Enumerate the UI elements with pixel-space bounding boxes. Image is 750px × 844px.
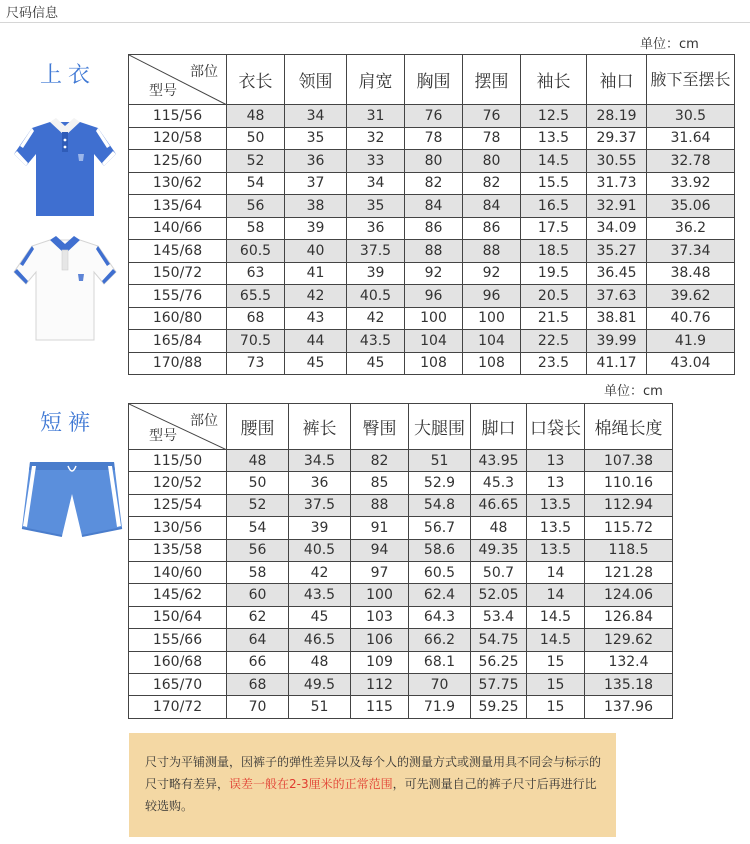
shirt-value-cell: 82 bbox=[463, 172, 521, 195]
shirt-value-cell: 35.06 bbox=[647, 195, 735, 218]
shorts-value-cell: 45 bbox=[289, 606, 351, 628]
shorts-value-cell: 70 bbox=[409, 673, 471, 695]
shirt-value-cell: 20.5 bbox=[521, 285, 587, 308]
shirt-model-cell: 165/84 bbox=[129, 330, 227, 353]
shirt-value-cell: 35.27 bbox=[587, 240, 647, 263]
shorts-table-corner-header bbox=[129, 404, 227, 450]
shorts-value-cell: 14.5 bbox=[527, 629, 585, 651]
shorts-value-cell: 45.3 bbox=[471, 472, 527, 494]
shirt-value-cell: 34 bbox=[285, 105, 347, 128]
shorts-value-cell: 13.5 bbox=[527, 539, 585, 561]
shirt-model-cell: 170/88 bbox=[129, 352, 227, 375]
shorts-value-cell: 97 bbox=[351, 561, 409, 583]
shorts-value-cell: 137.96 bbox=[585, 696, 673, 718]
shirt-value-cell: 31.73 bbox=[587, 172, 647, 195]
shorts-value-cell: 34.5 bbox=[289, 450, 351, 472]
shirt-value-cell: 45 bbox=[347, 352, 405, 375]
shirt-value-cell: 96 bbox=[405, 285, 463, 308]
shirt-value-cell: 37.34 bbox=[647, 240, 735, 263]
shirt-value-cell: 78 bbox=[405, 127, 463, 150]
shorts-value-cell: 109 bbox=[351, 651, 409, 673]
shirt-col-header: 摆围 bbox=[463, 55, 521, 105]
shorts-value-cell: 50.7 bbox=[471, 561, 527, 583]
shirt-value-cell: 80 bbox=[463, 150, 521, 173]
shirt-value-cell: 33 bbox=[347, 150, 405, 173]
shirt-value-cell: 32 bbox=[347, 127, 405, 150]
shirt-value-cell: 21.5 bbox=[521, 307, 587, 330]
shorts-value-cell: 48 bbox=[471, 517, 527, 539]
shirt-size-table bbox=[128, 54, 735, 375]
shorts-value-cell: 39 bbox=[289, 517, 351, 539]
shirt-value-cell: 82 bbox=[405, 172, 463, 195]
shirt-value-cell: 38.48 bbox=[647, 262, 735, 285]
shorts-model-cell: 135/58 bbox=[129, 539, 227, 561]
shorts-value-cell: 68 bbox=[227, 673, 289, 695]
shorts-value-cell: 43.5 bbox=[289, 584, 351, 606]
blue-shorts-image bbox=[20, 458, 124, 542]
shirt-value-cell: 36 bbox=[347, 217, 405, 240]
shorts-value-cell: 121.28 bbox=[585, 561, 673, 583]
shorts-model-cell: 150/64 bbox=[129, 606, 227, 628]
shirt-value-cell: 42 bbox=[285, 285, 347, 308]
shirt-value-cell: 12.5 bbox=[521, 105, 587, 128]
shorts-value-cell: 129.62 bbox=[585, 629, 673, 651]
shorts-value-cell: 91 bbox=[351, 517, 409, 539]
shirt-value-cell: 76 bbox=[463, 105, 521, 128]
shorts-value-cell: 54.8 bbox=[409, 494, 471, 516]
shorts-value-cell: 53.4 bbox=[471, 606, 527, 628]
shirt-value-cell: 54 bbox=[227, 172, 285, 195]
shirt-section-title: 上衣 bbox=[40, 63, 97, 88]
shirt-value-cell: 43 bbox=[285, 307, 347, 330]
shirt-value-cell: 108 bbox=[405, 352, 463, 375]
shirt-value-cell: 15.5 bbox=[521, 172, 587, 195]
shorts-size-table bbox=[128, 403, 673, 719]
shorts-value-cell: 14 bbox=[527, 561, 585, 583]
shorts-value-cell: 71.9 bbox=[409, 696, 471, 718]
shorts-table-row bbox=[129, 450, 673, 472]
shorts-value-cell: 13.5 bbox=[527, 517, 585, 539]
shorts-value-cell: 59.25 bbox=[471, 696, 527, 718]
shirt-col-header: 腋下至摆长 bbox=[647, 55, 735, 105]
shorts-corner-model-label: 型号 bbox=[149, 428, 177, 444]
shorts-value-cell: 115 bbox=[351, 696, 409, 718]
shorts-value-cell: 115.72 bbox=[585, 517, 673, 539]
shorts-value-cell: 112.94 bbox=[585, 494, 673, 516]
shorts-value-cell: 66.2 bbox=[409, 629, 471, 651]
shirt-table-row bbox=[129, 352, 735, 375]
shorts-model-cell: 125/54 bbox=[129, 494, 227, 516]
shorts-value-cell: 60.5 bbox=[409, 561, 471, 583]
shirt-value-cell: 73 bbox=[227, 352, 285, 375]
shirt-value-cell: 40 bbox=[285, 240, 347, 263]
shorts-table-row bbox=[129, 629, 673, 651]
shorts-value-cell: 60 bbox=[227, 584, 289, 606]
shorts-value-cell: 110.16 bbox=[585, 472, 673, 494]
shirt-value-cell: 41.17 bbox=[587, 352, 647, 375]
shirt-value-cell: 41.9 bbox=[647, 330, 735, 353]
shorts-value-cell: 124.06 bbox=[585, 584, 673, 606]
shirt-value-cell: 52 bbox=[227, 150, 285, 173]
shorts-value-cell: 62.4 bbox=[409, 584, 471, 606]
shorts-model-cell: 120/52 bbox=[129, 472, 227, 494]
shirt-model-cell: 125/60 bbox=[129, 150, 227, 173]
shirt-value-cell: 37 bbox=[285, 172, 347, 195]
shorts-value-cell: 14.5 bbox=[527, 606, 585, 628]
shorts-value-cell: 66 bbox=[227, 651, 289, 673]
shirt-model-cell: 115/56 bbox=[129, 105, 227, 128]
shirt-value-cell: 37.63 bbox=[587, 285, 647, 308]
shirt-value-cell: 50 bbox=[227, 127, 285, 150]
shorts-value-cell: 15 bbox=[527, 651, 585, 673]
shirt-value-cell: 36.2 bbox=[647, 217, 735, 240]
shirt-value-cell: 88 bbox=[405, 240, 463, 263]
white-polo-shirt-image bbox=[12, 232, 118, 344]
shirt-model-cell: 145/68 bbox=[129, 240, 227, 263]
shirt-value-cell: 42 bbox=[347, 307, 405, 330]
shorts-value-cell: 62 bbox=[227, 606, 289, 628]
shorts-model-cell: 155/66 bbox=[129, 629, 227, 651]
shorts-value-cell: 58.6 bbox=[409, 539, 471, 561]
shirt-value-cell: 100 bbox=[405, 307, 463, 330]
shorts-table-row bbox=[129, 696, 673, 718]
shorts-col-header: 腰围 bbox=[227, 404, 289, 450]
shirt-col-header: 领围 bbox=[285, 55, 347, 105]
shorts-value-cell: 57.75 bbox=[471, 673, 527, 695]
shirt-value-cell: 32.91 bbox=[587, 195, 647, 218]
shorts-col-header: 大腿围 bbox=[409, 404, 471, 450]
shirt-table-row bbox=[129, 127, 735, 150]
shorts-value-cell: 56.25 bbox=[471, 651, 527, 673]
shorts-value-cell: 132.4 bbox=[585, 651, 673, 673]
shorts-table-row bbox=[129, 606, 673, 628]
shirt-value-cell: 43.04 bbox=[647, 352, 735, 375]
shirt-model-cell: 135/64 bbox=[129, 195, 227, 218]
shorts-value-cell: 70 bbox=[227, 696, 289, 718]
shirt-value-cell: 104 bbox=[463, 330, 521, 353]
shirt-value-cell: 44 bbox=[285, 330, 347, 353]
shorts-value-cell: 49.5 bbox=[289, 673, 351, 695]
shorts-table-row bbox=[129, 517, 673, 539]
shorts-value-cell: 13 bbox=[527, 450, 585, 472]
shirt-value-cell: 41 bbox=[285, 262, 347, 285]
shorts-model-cell: 170/72 bbox=[129, 696, 227, 718]
shorts-value-cell: 64.3 bbox=[409, 606, 471, 628]
shirt-value-cell: 88 bbox=[463, 240, 521, 263]
shorts-value-cell: 100 bbox=[351, 584, 409, 606]
shirt-value-cell: 29.37 bbox=[587, 127, 647, 150]
shirt-value-cell: 19.5 bbox=[521, 262, 587, 285]
shirt-table-row bbox=[129, 262, 735, 285]
shirt-value-cell: 76 bbox=[405, 105, 463, 128]
shorts-value-cell: 107.38 bbox=[585, 450, 673, 472]
shorts-table-row bbox=[129, 472, 673, 494]
shorts-value-cell: 43.95 bbox=[471, 450, 527, 472]
shirt-table-row bbox=[129, 307, 735, 330]
shorts-value-cell: 54.75 bbox=[471, 629, 527, 651]
shorts-value-cell: 36 bbox=[289, 472, 351, 494]
shirt-table-row bbox=[129, 217, 735, 240]
blue-polo-shirt-image bbox=[12, 114, 118, 220]
shirt-value-cell: 22.5 bbox=[521, 330, 587, 353]
note-text-part1: 尺寸为平铺测量，因裤子的弹性差异以及每个人的测量方式或测量用具不同会与标示的尺寸略有差异， bbox=[145, 755, 602, 791]
shirt-value-cell: 108 bbox=[463, 352, 521, 375]
shirt-unit-label: 单位：cm bbox=[640, 37, 699, 52]
shirt-value-cell: 84 bbox=[463, 195, 521, 218]
shirt-value-cell: 30.55 bbox=[587, 150, 647, 173]
shirt-value-cell: 17.5 bbox=[521, 217, 587, 240]
shirt-corner-model-label: 型号 bbox=[149, 83, 177, 99]
shorts-value-cell: 51 bbox=[409, 450, 471, 472]
shorts-value-cell: 68.1 bbox=[409, 651, 471, 673]
shorts-model-cell: 145/62 bbox=[129, 584, 227, 606]
shorts-col-header: 臀围 bbox=[351, 404, 409, 450]
shirt-value-cell: 34 bbox=[347, 172, 405, 195]
shirt-value-cell: 38.81 bbox=[587, 307, 647, 330]
shorts-value-cell: 46.65 bbox=[471, 494, 527, 516]
shorts-value-cell: 48 bbox=[227, 450, 289, 472]
shirt-value-cell: 63 bbox=[227, 262, 285, 285]
shirt-value-cell: 86 bbox=[405, 217, 463, 240]
shorts-table-row bbox=[129, 539, 673, 561]
shirt-value-cell: 38 bbox=[285, 195, 347, 218]
shorts-value-cell: 46.5 bbox=[289, 629, 351, 651]
shirt-value-cell: 84 bbox=[405, 195, 463, 218]
shirt-table-row bbox=[129, 240, 735, 263]
shorts-value-cell: 42 bbox=[289, 561, 351, 583]
shirt-value-cell: 92 bbox=[405, 262, 463, 285]
shirt-value-cell: 36.45 bbox=[587, 262, 647, 285]
shorts-value-cell: 118.5 bbox=[585, 539, 673, 561]
shorts-value-cell: 135.18 bbox=[585, 673, 673, 695]
shirt-value-cell: 39 bbox=[347, 262, 405, 285]
shirt-table-row bbox=[129, 285, 735, 308]
shorts-value-cell: 13 bbox=[527, 472, 585, 494]
shorts-value-cell: 126.84 bbox=[585, 606, 673, 628]
shorts-model-cell: 130/56 bbox=[129, 517, 227, 539]
shirt-model-cell: 140/66 bbox=[129, 217, 227, 240]
shorts-value-cell: 52 bbox=[227, 494, 289, 516]
shirt-col-header: 衣长 bbox=[227, 55, 285, 105]
shorts-value-cell: 82 bbox=[351, 450, 409, 472]
shirt-value-cell: 86 bbox=[463, 217, 521, 240]
shirt-value-cell: 34.09 bbox=[587, 217, 647, 240]
shorts-value-cell: 112 bbox=[351, 673, 409, 695]
shorts-col-header: 裤长 bbox=[289, 404, 351, 450]
shorts-value-cell: 37.5 bbox=[289, 494, 351, 516]
shorts-value-cell: 94 bbox=[351, 539, 409, 561]
shorts-corner-part-label: 部位 bbox=[190, 413, 218, 429]
shirt-value-cell: 30.5 bbox=[647, 105, 735, 128]
shirt-table-row bbox=[129, 195, 735, 218]
shorts-value-cell: 106 bbox=[351, 629, 409, 651]
shirt-value-cell: 31.64 bbox=[647, 127, 735, 150]
shorts-value-cell: 64 bbox=[227, 629, 289, 651]
shorts-section-title: 短裤 bbox=[40, 411, 97, 436]
shirt-model-cell: 155/76 bbox=[129, 285, 227, 308]
shirt-value-cell: 23.5 bbox=[521, 352, 587, 375]
shorts-value-cell: 58 bbox=[227, 561, 289, 583]
shirt-model-cell: 160/80 bbox=[129, 307, 227, 330]
shorts-table-row bbox=[129, 673, 673, 695]
shorts-value-cell: 48 bbox=[289, 651, 351, 673]
shorts-value-cell: 56 bbox=[227, 539, 289, 561]
shorts-table-row bbox=[129, 651, 673, 673]
shirt-value-cell: 18.5 bbox=[521, 240, 587, 263]
note-text-part2: ，可先测量自己的裤子尺寸后再进行比较选购。 bbox=[145, 777, 597, 813]
shorts-value-cell: 54 bbox=[227, 517, 289, 539]
shirt-value-cell: 45 bbox=[285, 352, 347, 375]
shirt-table-row bbox=[129, 105, 735, 128]
shorts-table-row bbox=[129, 494, 673, 516]
shirt-col-header: 胸围 bbox=[405, 55, 463, 105]
page-header-title: 尺码信息 bbox=[6, 6, 59, 21]
shorts-value-cell: 13.5 bbox=[527, 494, 585, 516]
shirt-value-cell: 104 bbox=[405, 330, 463, 353]
shorts-value-cell: 52.9 bbox=[409, 472, 471, 494]
shirt-value-cell: 60.5 bbox=[227, 240, 285, 263]
shirt-value-cell: 40.5 bbox=[347, 285, 405, 308]
shirt-table-row bbox=[129, 172, 735, 195]
shorts-unit-label: 单位：cm bbox=[604, 384, 663, 399]
shorts-model-cell: 115/50 bbox=[129, 450, 227, 472]
shorts-value-cell: 15 bbox=[527, 696, 585, 718]
shirt-value-cell: 100 bbox=[463, 307, 521, 330]
shirt-value-cell: 39.62 bbox=[647, 285, 735, 308]
shorts-table-row bbox=[129, 561, 673, 583]
shorts-value-cell: 51 bbox=[289, 696, 351, 718]
shorts-value-cell: 40.5 bbox=[289, 539, 351, 561]
shirt-model-cell: 130/62 bbox=[129, 172, 227, 195]
shorts-value-cell: 56.7 bbox=[409, 517, 471, 539]
shirt-value-cell: 80 bbox=[405, 150, 463, 173]
shirt-value-cell: 56 bbox=[227, 195, 285, 218]
shirt-value-cell: 92 bbox=[463, 262, 521, 285]
shorts-value-cell: 103 bbox=[351, 606, 409, 628]
shorts-col-header: 棉绳长度 bbox=[585, 404, 673, 450]
shirt-value-cell: 28.19 bbox=[587, 105, 647, 128]
shirt-model-cell: 150/72 bbox=[129, 262, 227, 285]
shorts-value-cell: 88 bbox=[351, 494, 409, 516]
shirt-value-cell: 65.5 bbox=[227, 285, 285, 308]
shirt-value-cell: 78 bbox=[463, 127, 521, 150]
shirt-col-header: 肩宽 bbox=[347, 55, 405, 105]
shirt-value-cell: 39 bbox=[285, 217, 347, 240]
shorts-model-cell: 165/70 bbox=[129, 673, 227, 695]
page-header bbox=[0, 0, 750, 23]
shirt-value-cell: 39.99 bbox=[587, 330, 647, 353]
shirt-value-cell: 96 bbox=[463, 285, 521, 308]
shorts-value-cell: 50 bbox=[227, 472, 289, 494]
shirt-value-cell: 14.5 bbox=[521, 150, 587, 173]
shirt-corner-part-label: 部位 bbox=[190, 64, 218, 80]
shirt-value-cell: 13.5 bbox=[521, 127, 587, 150]
shirt-value-cell: 35 bbox=[285, 127, 347, 150]
shirt-table-row bbox=[129, 150, 735, 173]
shorts-value-cell: 14 bbox=[527, 584, 585, 606]
shorts-table-row bbox=[129, 584, 673, 606]
shirt-value-cell: 31 bbox=[347, 105, 405, 128]
shirt-value-cell: 58 bbox=[227, 217, 285, 240]
shirt-value-cell: 48 bbox=[227, 105, 285, 128]
shorts-value-cell: 52.05 bbox=[471, 584, 527, 606]
shirt-value-cell: 35 bbox=[347, 195, 405, 218]
shirt-value-cell: 40.76 bbox=[647, 307, 735, 330]
measurement-note bbox=[129, 733, 616, 837]
shorts-col-header: 口袋长 bbox=[527, 404, 585, 450]
shirt-value-cell: 70.5 bbox=[227, 330, 285, 353]
shirt-value-cell: 32.78 bbox=[647, 150, 735, 173]
shirt-table-corner-header bbox=[129, 55, 227, 105]
shorts-value-cell: 85 bbox=[351, 472, 409, 494]
note-text-highlight: 误差一般在2-3厘米的正常范围 bbox=[229, 777, 393, 791]
shirt-model-cell: 120/58 bbox=[129, 127, 227, 150]
shorts-model-cell: 140/60 bbox=[129, 561, 227, 583]
shorts-col-header: 脚口 bbox=[471, 404, 527, 450]
shirt-table-row bbox=[129, 330, 735, 353]
shirt-value-cell: 33.92 bbox=[647, 172, 735, 195]
shirt-value-cell: 43.5 bbox=[347, 330, 405, 353]
shirt-value-cell: 16.5 bbox=[521, 195, 587, 218]
shirt-col-header: 袖长 bbox=[521, 55, 587, 105]
shorts-value-cell: 49.35 bbox=[471, 539, 527, 561]
shirt-value-cell: 37.5 bbox=[347, 240, 405, 263]
shorts-model-cell: 160/68 bbox=[129, 651, 227, 673]
shirt-col-header: 袖口 bbox=[587, 55, 647, 105]
shorts-value-cell: 15 bbox=[527, 673, 585, 695]
shirt-value-cell: 68 bbox=[227, 307, 285, 330]
shirt-value-cell: 36 bbox=[285, 150, 347, 173]
